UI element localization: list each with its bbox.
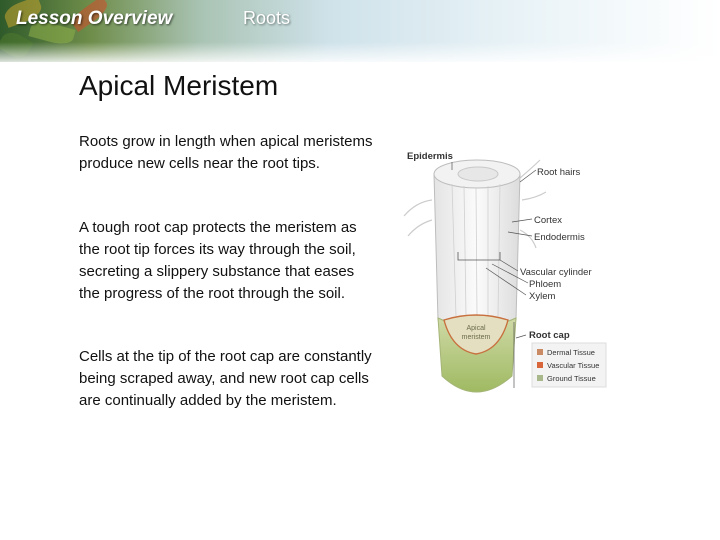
root-cap-term: root cap [134, 219, 189, 236]
tissue-legend [532, 343, 606, 387]
legend-swatch-ground [537, 375, 543, 381]
paragraph-text: A tough [79, 219, 135, 236]
apical-label-1: Apical [466, 325, 486, 332]
paragraph-root-cap [79, 217, 374, 305]
epidermis-label: Epidermis [407, 151, 453, 162]
legend-label-dermal: Dermal Tissue [547, 348, 595, 357]
phloem-label: Phloem [529, 279, 562, 290]
endodermis-label: Endodermis [534, 232, 585, 243]
legend-swatch-vascular [537, 362, 543, 368]
paragraph-text: protects the meristem as the root tip forces its way through the soil, secreting a slippery substance that eases the progress of the root through the soil. [79, 219, 357, 302]
vascular-cross-section [458, 167, 498, 181]
legend-label-ground: Ground Tissue [547, 374, 596, 383]
legend-swatch-dermal [537, 349, 543, 355]
legend-label-vascular: Vascular Tissue [547, 361, 600, 370]
topic-label: Roots [243, 8, 291, 28]
paragraph-root-cap-cells: Cells at the tip of the root cap are constantly being scraped away, and new root cap cells are continually added by the meristem. [79, 348, 372, 409]
xylem-label: Xylem [529, 291, 556, 302]
cortex-label: Cortex [534, 215, 562, 226]
banner-fade [0, 42, 720, 66]
slide-title: Apical Meristem [79, 70, 279, 101]
paragraph-root-growth: Roots grow in length when apical meristems produce new cells near the root tips. [79, 133, 373, 172]
lesson-overview-label: Lesson Overview [16, 8, 173, 29]
vascular-cylinder-label: Vascular cylinder [520, 267, 592, 278]
apical-label-2: meristem [461, 334, 491, 341]
root-hairs-label: Root hairs [537, 167, 581, 178]
root-tip-diagram [396, 140, 616, 400]
root-cap-label: Root cap [529, 330, 570, 341]
